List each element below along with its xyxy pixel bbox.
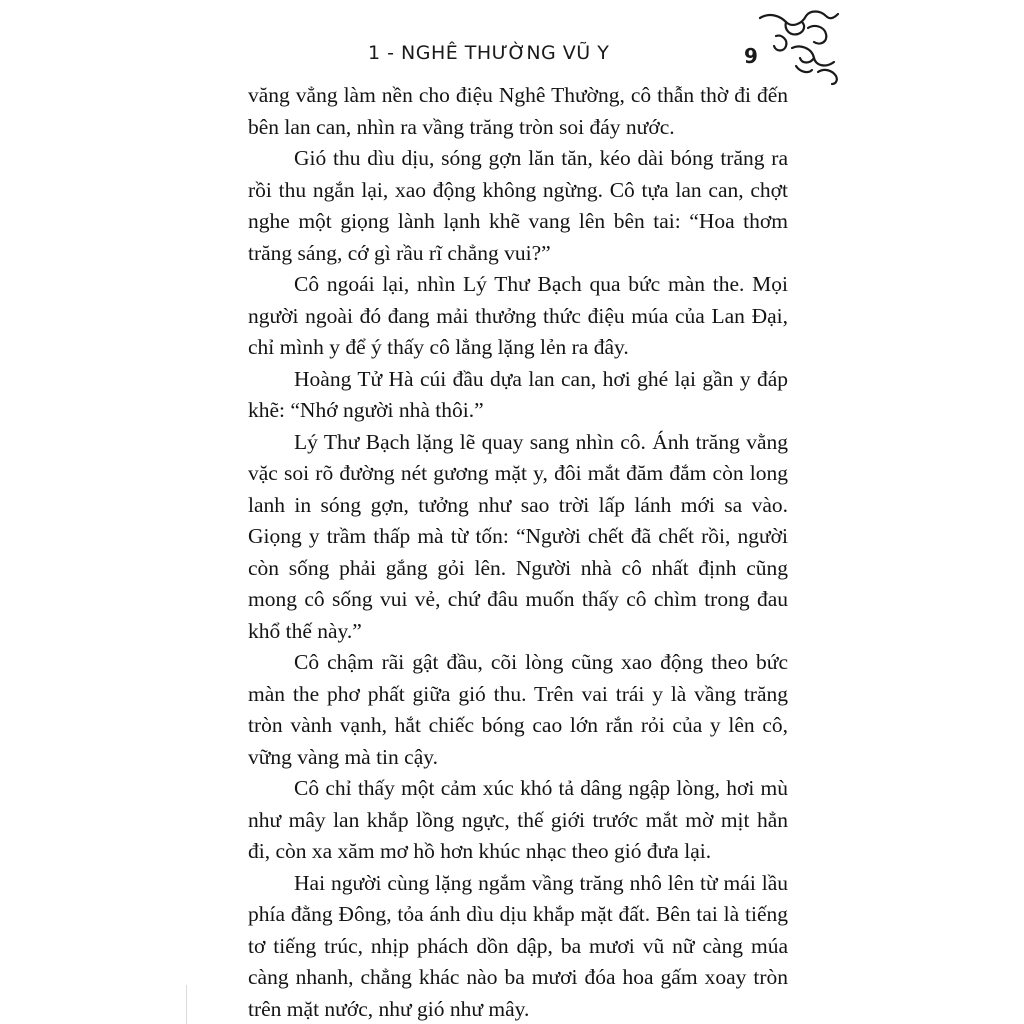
paragraph: Hai người cùng lặng ngắm vầng trăng nhô lên từ mái lầu phía đằng Đông, tỏa ánh dìu dịu khắp mặt đất. Bên tai là tiếng tơ tiếng trúc, nhịp phách dồn dập, ba mươi vũ nữ càng múa càng nhanh, chẳng khác nào ba mươi đóa hoa gấm xoay tròn trên mặt nước, như gió như mây.: [248, 870, 788, 1021]
paragraph: Lý Thư Bạch lặng lẽ quay sang nhìn cô. Ánh trăng vằng vặc soi rõ đường nét gương mặt y, đôi mắt đăm đắm còn long lanh in sóng gợn, tưởng như sao trời lấp lánh mới sa vào. Giọng y trầm thấp mà từ tốn: “Người chết đã chết rồi, người còn sống phải gắng gỏi lên. Người nhà cô nhất định cũng mong cô sống vui vẻ, chứ đâu muốn thấy cô chìm trong đau khổ thế này.”: [248, 429, 788, 643]
cloud-ornament-icon: [756, 6, 840, 86]
body-text: [248, 80, 788, 1024]
paragraph: Cô chỉ thấy một cảm xúc khó tả dâng ngập lòng, hơi mù như mây lan khắp lồng ngực, thế giới trước mắt mờ mịt hẳn đi, còn xa xăm mơ hồ hơn khúc nhạc theo gió đưa lại.: [248, 776, 788, 863]
paragraph: Cô ngoái lại, nhìn Lý Thư Bạch qua bức màn the. Mọi người ngoài đó đang mải thưởng thức điệu múa của Lan Đại, chỉ mình y để ý thấy cô lẳng lặng lẻn ra đây.: [248, 272, 788, 359]
paragraph: Gió thu dìu dịu, sóng gợn lăn tăn, kéo dài bóng trăng ra rồi thu ngắn lại, xao động không ngừng. Cô tựa lan can, chợt nghe một giọng lành lạnh khẽ vang lên bên tai: “Hoa thơm trăng sáng, cớ gì rầu rĩ chẳng vui?”: [248, 146, 788, 265]
page-gutter-line: [186, 985, 187, 1024]
paragraph: Cô chậm rãi gật đầu, cõi lòng cũng xao động theo bức màn the phơ phất giữa gió thu. Trên vai trái y là vầng trăng tròn vành vạnh, hắt chiếc bóng cao lớn rắn rỏi của y lên cô, vững vàng mà tin cậy.: [248, 650, 788, 769]
chapter-header-title: 1 - NGHÊ THƯỜNG VŨ Y: [368, 42, 610, 64]
paragraph: văng vẳng làm nền cho điệu Nghê Thường, cô thẫn thờ đi đến bên lan can, nhìn ra vầng trăng tròn soi đáy nước.: [248, 83, 788, 139]
page-number: 9: [744, 44, 758, 68]
paragraph: Hoàng Tử Hà cúi đầu dựa lan can, hơi ghé lại gần y đáp khẽ: “Nhớ người nhà thôi.”: [248, 366, 788, 422]
